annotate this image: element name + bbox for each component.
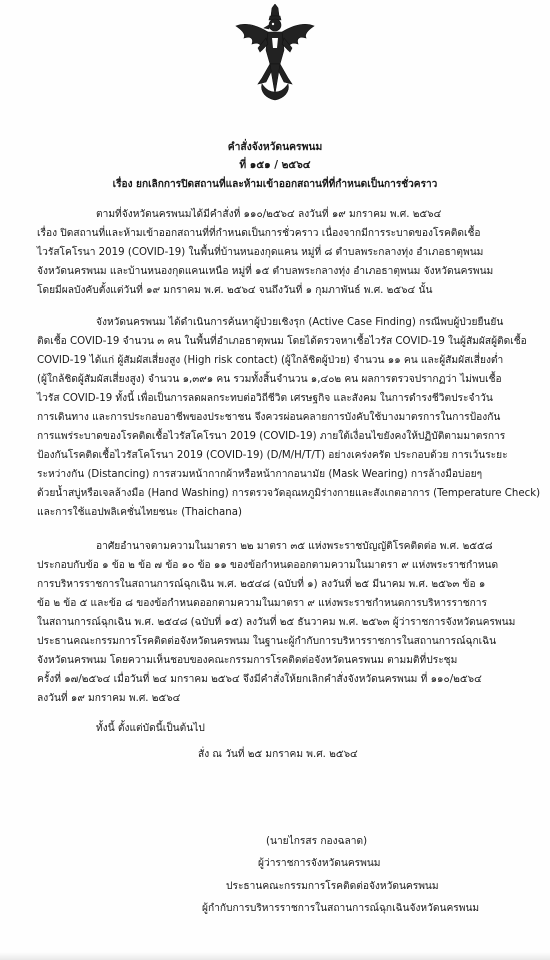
paragraph-line: อาศัยอำนาจตามความในมาตรา ๒๒ มาตรา ๓๕ แห่งพระราชบัญญัติโรคติดต่อ พ.ศ. ๒๕๕๘ [96,541,493,552]
order-date: สั่ง ณ วันที่ ๒๕ มกราคม พ.ศ. ๒๕๖๔ [198,749,358,760]
paragraph-line: จังหวัดนครพนม และบ้านหนองกุดแคนเหนือ หมู่ที่ ๑๕ ตำบลพระกลางทุ่ง อำเภอธาตุพนม จังหวัดนครพนม [37,266,494,277]
paragraph-line: โดยมีผลบังคับตั้งแต่วันที่ ๑๙ มกราคม พ.ศ. ๒๕๖๔ จนถึงวันที่ ๑ กุมภาพันธ์ พ.ศ. ๒๕๖๔ นั้น [37,285,433,296]
paragraph-line: การแพร่ระบาดของโรคติดเชื้อไวรัสโคโรนา 2019 (COVID-19) ภายใต้เงื่อนไขยังคงให้ปฏิบัติตามมาตรการ [37,431,506,442]
paragraph-line: เรื่อง ปิดสถานที่และห้ามเข้าออกสถานที่ที่กำหนดเป็นการชั่วคราว เนื่องจากมีการระบาดของโรคติดเชื้อ [37,228,481,239]
order-number: ที่ ๑๕๑ / ๒๕๖๔ [239,159,311,171]
signatory-name: (นายไกรสร กองฉลาด) [266,836,368,847]
paragraph-line: (ผู้ใกล้ชิดผู้สัมผัสเสี่ยงสูง) จำนวน ๑,๓๙๑ คน รวมทั้งสิ้นจำนวน ๑,๔๐๒ คน ผลการตรวจปรากฏว่า ไม่พบเชื้อ [37,374,502,385]
paragraph-line: ในสถานการณ์ฉุกเฉิน พ.ศ. ๒๕๔๘ (ฉบับที่ ๑๕) ลงวันที่ ๒๕ ธันวาคม พ.ศ. ๒๕๖๓ ผู้ว่าราชการจังหวัดนครพนม [37,617,516,628]
paragraph-line: จังหวัดนครพนม ได้ดำเนินการค้นหาผู้ป่วยเชิงรุก (Active Case Finding) กรณีพบผู้ป่วยยืนยัน [96,317,504,328]
paragraph-line: การบริหารราชการในสถานการณ์ฉุกเฉิน พ.ศ. ๒๕๔๘ (ฉบับที่ ๑) ลงวันที่ ๒๕ มีนาคม พ.ศ. ๒๕๖๓ ข้อ ๑ [37,579,486,590]
signatory-title-committee: ประธานคณะกรรมการโรคติดต่อจังหวัดนครพนม [226,881,439,892]
paragraph-line: ประกอบกับข้อ ๑ ข้อ ๒ ข้อ ๗ ข้อ ๑๐ ข้อ ๑๑ ของข้อกำหนดออกตามความในมาตรา ๙ แห่งพระราชกำหนด [37,560,499,571]
effective-clause: ทั้งนี้ ตั้งแต่บัดนี้เป็นต้นไป [96,723,205,734]
paragraph-line: ข้อ ๒ ข้อ ๕ และข้อ ๘ ของข้อกำหนดออกตามความในมาตรา ๙ แห่งพระราชกำหนดการบริหารราชการ [37,598,487,609]
paragraph-line: ไวรัส COVID-19 ทั้งนี้ เพื่อเป็นการลดผลกระทบต่อวิถีชีวิต เศรษฐกิจ และสังคม ในการดำรงชีวิตประจำวัน [37,393,493,404]
paragraph-line: COVID-19 ได้แก่ ผู้สัมผัสเสี่ยงสูง (High risk contact) (ผู้ใกล้ชิดผู้ป่วย) จำนวน ๑๑ คน และผู้สัมผัสเสี่ยงต่ำ [37,355,504,366]
signatory-title-emergency: ผู้กำกับการบริหารราชการในสถานการณ์ฉุกเฉินจังหวัดนครพนม [202,903,480,914]
paragraph-line: ไวรัสโคโรนา 2019 (COVID-19) ในพื้นที่บ้านหนองกุดแคน หมู่ที่ ๘ ตำบลพระกลางทุ่ง อำเภอธาตุพนม [37,247,484,258]
garuda-emblem-icon [232,4,318,104]
paragraph-line: และการใช้แอปพลิเคชั่นไทยชนะ (Thaichana) [37,507,242,518]
order-subject: เรื่อง ยกเลิกการปิดสถานที่และห้ามเข้าออกสถานที่ที่กำหนดเป็นการชั่วคราว [112,178,438,190]
paragraph-line: ตามที่จังหวัดนครพนมได้มีคำสั่งที่ ๑๑๐/๒๕๖๔ ลงวันที่ ๑๙ มกราคม พ.ศ. ๒๕๖๔ [96,209,442,220]
page-bottom-edge [0,952,550,960]
paragraph-line: ลงวันที่ ๑๙ มกราคม พ.ศ. ๒๕๖๔ [37,693,181,704]
paragraph-line: ติดเชื้อ COVID-19 จำนวน ๓ คน ในพื้นที่อำเภอธาตุพนม โดยได้ตรวจหาเชื้อไวรัส COVID-19 ในผู้สัมผัสผู้ติดเชื้อ [37,336,527,347]
paragraph-line: ระหว่างกัน (Distancing) การสวมหน้ากากผ้าหรือหน้ากากอนามัย (Mask Wearing) การล้างมือบ่อยๆ [37,469,483,480]
paragraph-line: ด้วยน้ำสบู่หรือเจลล้างมือ (Hand Washing) การตรวจวัดอุณหภูมิร่างกายและสังเกตอาการ (Temperature Check) [37,488,541,499]
paragraph-line: การเดินทาง และการประกอบอาชีพของประชาชน จึงควรผ่อนคลายการบังคับใช้บางมาตรการในการป้องกัน [37,412,501,423]
paragraph-line: ประธานคณะกรรมการโรคติดต่อจังหวัดนครพนม ในฐานะผู้กำกับการบริหารราชการในสถานการณ์ฉุกเฉิน [37,636,497,647]
signatory-title-governor: ผู้ว่าราชการจังหวัดนครพนม [258,858,381,869]
paragraph-line: จังหวัดนครพนม โดยความเห็นชอบของคณะกรรมการโรคติดต่อจังหวัดนครพนม ตามมติที่ประชุม [37,655,458,666]
paragraph-line: ครั้งที่ ๑๗/๒๕๖๔ เมื่อวันที่ ๒๔ มกราคม ๒๕๖๔ จึงมีคำสั่งให้ยกเลิกคำสั่งจังหวัดนครพนม ที่ ๑๑๐/๒๕๖๔ [37,674,482,685]
order-title: คำสั่งจังหวัดนครพนม [227,141,323,153]
paragraph-line: ป้องกันโรคติดเชื้อไวรัสโคโรนา 2019 (COVID-19) (D/M/H/T/T) อย่างเคร่งครัด ประกอบด้วย การเว้นระยะ [37,450,508,461]
